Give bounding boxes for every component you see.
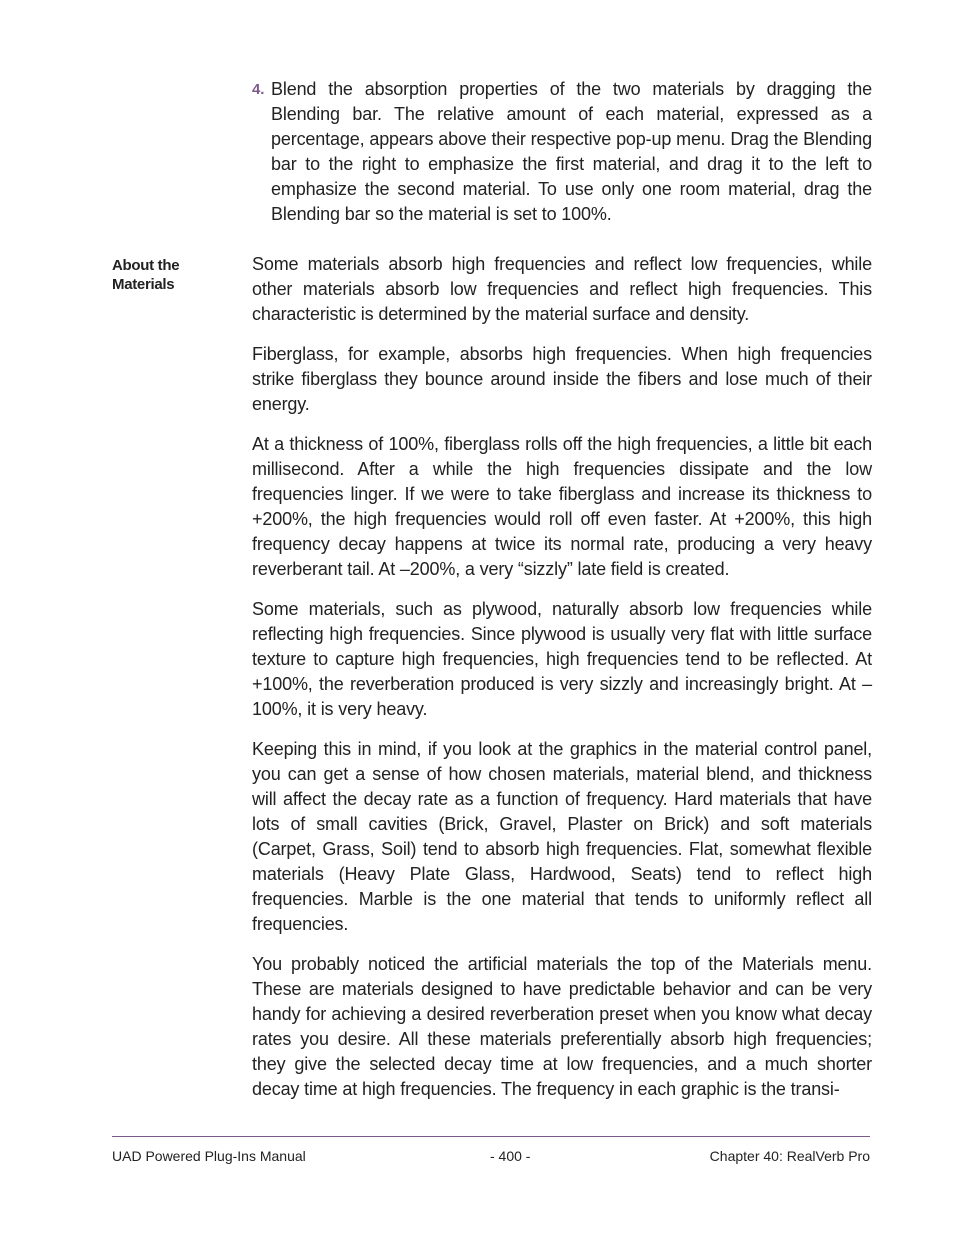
paragraph-6: You probably noticed the artificial materials the top of the Materials menu. These are materials designed to have predictable behavior and can be very handy for achieving a desired reverberation preset when you know what decay rates you desire. All these materials preferentially absorb high frequencies; they give the selected decay time at low frequencies, and a much shorter decay time at high frequencies. The frequency in each graphic is the transi- — [252, 954, 872, 1099]
paragraph-4: Some materials, such as plywood, naturally absorb low frequencies while reflecting high frequencies. Since plywood is usually very flat with little surface texture to capture high frequencies, high frequencies tend to be reflected. At +100%, the reverberation produced is very sizzly and increasingly bright. At –100%, it is very heavy. — [252, 599, 872, 719]
footer-chapter: Chapter 40: RealVerb Pro — [709, 1148, 870, 1164]
section-body — [252, 252, 872, 1117]
step-item — [252, 77, 872, 227]
step-text: Blend the absorption properties of the two materials by dragging the Blending bar. The relative amount of each material, expressed as a percentage, appears above their respective pop-up menu. Drag the Blending bar to the right to emphasize the first material, and drag it to the left to emphasize the second material. To use only one room material, drag the Blending bar so the material is set to 100%. — [271, 79, 872, 224]
section-heading-line1: About the — [112, 257, 180, 274]
paragraph-5: Keeping this in mind, if you look at the graphics in the material control panel, you can get a sense of how chosen materials, material blend, and thickness will affect the decay rate as a function of frequency. Hard materials that have lots of small cavities (Brick, Gravel, Plaster on Brick) and soft materials (Carpet, Grass, Soil) tend to absorb high frequencies. Flat, somewhat flexible materials (Heavy Plate Glass, Hardwood, Seats) tend to reflect high frequencies. Marble is the one material that tends to uniformly reflect all frequencies. — [252, 739, 872, 934]
footer-page-number: - 400 - — [490, 1148, 531, 1164]
paragraph-2: Fiberglass, for example, absorbs high frequencies. When high frequencies strike fiberglass they bounce around inside the fibers and lose much of their energy. — [252, 344, 872, 414]
section-heading — [112, 256, 232, 294]
footer-divider — [112, 1136, 870, 1137]
section-heading-line2: Materials — [112, 276, 175, 293]
step-number: 4. — [252, 81, 265, 98]
footer-manual-title: UAD Powered Plug-Ins Manual — [112, 1148, 306, 1164]
paragraph-1: Some materials absorb high frequencies and reflect low frequencies, while other materials absorb low frequencies and reflect high frequencies. This characteristic is determined by the material surface and density. — [252, 254, 872, 324]
paragraph-3: At a thickness of 100%, fiberglass rolls off the high frequencies, a little bit each millisecond. After a while the high frequencies dissipate and the low frequencies linger. If we were to take fiberglass and increase its thickness to +200%, the high frequencies would roll off even faster. At +200%, this high frequency decay happens at twice its normal rate, producing a very heavy reverberant tail. At –200%, a very “sizzly” late field is created. — [252, 434, 872, 579]
